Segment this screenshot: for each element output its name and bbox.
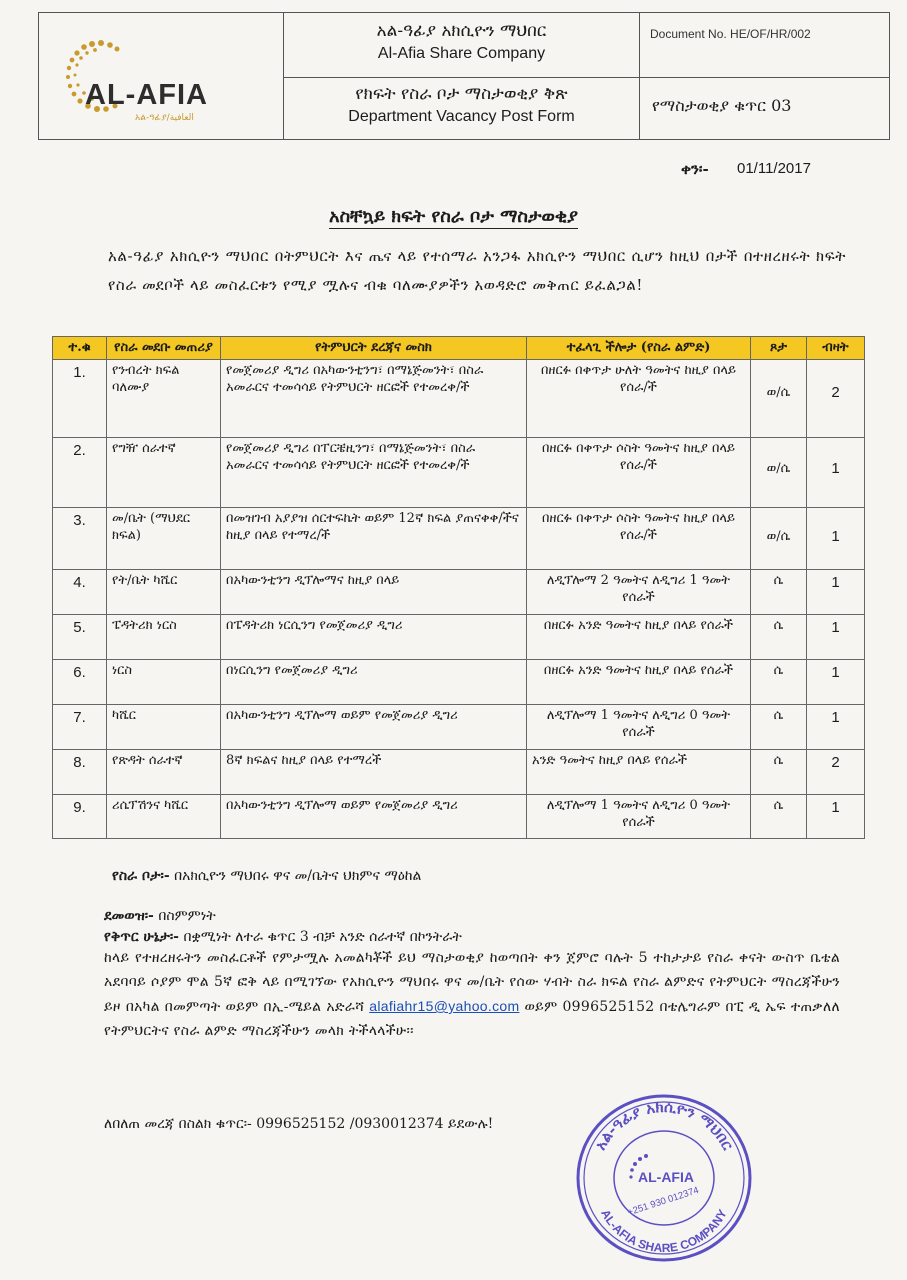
employment-line — [104, 927, 844, 947]
cell-education: በፔዳትሪክ ነርሲንግ የመጀመሪያ ዲግሪ — [221, 615, 527, 660]
stamp-logo-text: AL-AFIA — [638, 1169, 694, 1185]
vacancy-number-cell — [640, 78, 889, 139]
cell-position: መ/ቤት (ማህደር ክፍል) — [107, 508, 221, 570]
date-value: 01/11/2017 — [737, 160, 811, 177]
table-row — [53, 660, 865, 705]
cell-sex: ሴ — [751, 660, 807, 705]
cell-position: ፔዳትሪክ ነርስ — [107, 615, 221, 660]
cell-quantity: 1 — [807, 570, 865, 615]
salary-label: ደመወዝ፡- — [104, 908, 154, 924]
cell-no: 9. — [53, 795, 107, 839]
cell-no: 1. — [53, 360, 107, 438]
form-title-amharic: የክፍት የስራ ቦታ ማስታወቂያ ቅጽ — [355, 84, 568, 104]
cell-quantity: 1 — [807, 508, 865, 570]
cell-education: የመጀመሪያ ዲግሪ በፐርቼዚንግ፣ በማኔጅመንት፣ በስራ አመራርና ተመሳሳይ የትምህርት ዘርፎች የተመረቀ/ች — [221, 438, 527, 508]
table-row — [53, 615, 865, 660]
cell-position: የት/ቤት ካሼር — [107, 570, 221, 615]
doc-number-cell — [640, 13, 889, 78]
cell-education: በአካውንቲንግ ዲፕሎማና ከዚያ በላይ — [221, 570, 527, 615]
cell-education: በመዝገብ አያያዝ ሰርተፍኬት ወይም 12ኛ ክፍል ያጠናቀቀ/ችና ከዚያ በላይ የተማረ/ች — [221, 508, 527, 570]
stamp-top-text: አል-ዓፊያ አክሲዮን ማህበር — [591, 1097, 737, 1154]
company-name-cell — [284, 13, 640, 78]
cell-sex: ሴ — [751, 570, 807, 615]
cell-education: 8ኛ ክፍልና ከዚያ በላይ የተማረች — [221, 750, 527, 795]
email-link[interactable]: alafiahr15@yahoo.com — [369, 998, 520, 1014]
intro-paragraph: አል-ዓፊያ አክሲዮን ማህበር በትምህርት እና ጤና ላይ የተሰማራ አንጋፋ አክሲዮን ማህበር ሲሆን ከዚህ በታች በተዘረዘሩት ክፍት የስራ መደቦች ላይ መስፈርቱን የሚያ ሟሉና ብቁ ባለሙያዎችን አወዳድሮ መቅጠር ይፈልጋል! — [108, 247, 846, 294]
cell-experience: በዘርፉ አንድ ዓመትና ከዚያ በላይ የሰራች — [527, 660, 751, 705]
cell-sex: ሴ — [751, 750, 807, 795]
application-text: ከላይ የተዘረዘሩትን መስፈርቶች የምታሟሉ አመልካቾች ይህ ማስታወቂያ ከወጣበት ቀን ጀምሮ ባሉት 5 ተከታታይ የስራ ቀናት ውስጥ ቤቴል አደባባይ ሶያም ሞል 5ኛ ፎቅ ላይ በሚገኘው የአክሲዮን ማህበሩ ዋና መ/ቤት የሰው ሃብት ስራ ክፍል የስራ ልምድና የትምህርት ማስረጃችሁን ይዞ በአካል በመምጣት ወይም በኢ-ሜይል አድራሻ — [104, 950, 840, 1015]
cell-education: በአካውንቲንግ ዲፕሎማ ወይም የመጀመሪያ ዲግሪ — [221, 705, 527, 750]
cell-position: የጽዳት ሰራተኛ — [107, 750, 221, 795]
cell-experience: ለዲፕሎማ 2 ዓመትና ለዲግሪ 1 ዓመት የሰራች — [527, 570, 751, 615]
cell-quantity: 2 — [807, 360, 865, 438]
header-experience: ተፈላጊ ችሎታ (የስራ ልምድ) — [527, 337, 751, 360]
salary-value: በስምምነት — [158, 908, 216, 924]
table-row — [53, 570, 865, 615]
cell-no: 4. — [53, 570, 107, 615]
cell-quantity: 2 — [807, 750, 865, 795]
form-title-cell — [284, 78, 640, 139]
cell-experience: በዘርፉ በቀጥታ ሁለት ዓመትና ከዚያ በላይ የሰራ/ች — [527, 360, 751, 438]
table-header-row — [53, 337, 865, 360]
header-no: ተ.ቁ — [53, 337, 107, 360]
cell-experience: በዘርፉ በቀጥታ ሶስት ዓመትና ከዚያ በላይ የሰራ/ች — [527, 508, 751, 570]
header-position: የስራ መደቡ መጠሪያ — [107, 337, 221, 360]
cell-quantity: 1 — [807, 438, 865, 508]
employment-value: በቋሚነት ለተራ ቁጥር 3 ብቻ አንድ ሰራተኛ በኮንትራት — [183, 929, 462, 945]
company-logo — [39, 13, 284, 139]
cell-quantity: 1 — [807, 660, 865, 705]
cell-no: 5. — [53, 615, 107, 660]
svg-text:አል-ዓፊያ አክሲዮን ማህበር — [591, 1098, 737, 1154]
table-row — [53, 795, 865, 839]
cell-no: 3. — [53, 508, 107, 570]
table-row — [53, 360, 865, 438]
cell-experience: ለዲፕሎማ 1 ዓመትና ለዲግሪ 0 ዓመት የሰራች — [527, 795, 751, 839]
cell-quantity: 1 — [807, 705, 865, 750]
cell-sex: ወ/ሴ — [751, 360, 807, 438]
cell-quantity: 1 — [807, 615, 865, 660]
cell-no: 6. — [53, 660, 107, 705]
cell-position: ነርስ — [107, 660, 221, 705]
cell-no: 8. — [53, 750, 107, 795]
cell-education: የመጀመሪያ ዲግሪ በአካውንቲንግ፣ በማኔጅመንት፣ በስራ አመራርና ተመሳሳይ የትምህርት ዘርፎች የተመረቀ/ች — [221, 360, 527, 438]
header-education: የትምህርት ደረጃና መስክ — [221, 337, 527, 360]
cell-position: ካሼር — [107, 705, 221, 750]
date-label: ቀን፡- — [681, 160, 709, 178]
logo-text: AL-AFIA — [85, 79, 208, 111]
cell-sex: ወ/ሴ — [751, 438, 807, 508]
cell-experience: በዘርፉ አንድ ዓመትና ከዚያ በላይ የሰራች — [527, 615, 751, 660]
cell-experience: በዘርፉ በቀጥታ ሶስት ዓመትና ከዚያ በላይ የሰራ/ች — [527, 438, 751, 508]
vacancy-number: የማስታወቂያ ቁጥር 03 — [652, 96, 792, 115]
table-row — [53, 438, 865, 508]
cell-experience: ለዲፕሎማ 1 ዓመትና ለዲግሪ 0 ዓመት የሰራች — [527, 705, 751, 750]
cell-position: የግዥ ሰራተኛ — [107, 438, 221, 508]
application-text-2: ወይም 0996525152 በቴሌግራም በፒ ዲ ኤፍ ተጠቃለለ የትምህርትና የስራ ልምድ ማስረጃችሁን መላክ ትችላላችሁ፡፡ — [104, 999, 840, 1039]
cell-sex: ሴ — [751, 705, 807, 750]
employment-label: የቅጥር ሁኔታ፡- — [104, 929, 179, 945]
workplace-line — [112, 866, 812, 886]
cell-sex: ወ/ሴ — [751, 508, 807, 570]
logo-subtext: አል-ዓፊያ/العافية — [135, 113, 194, 123]
table-row — [53, 508, 865, 570]
document-header — [38, 12, 890, 140]
form-title-english: Department Vacancy Post Form — [348, 108, 575, 125]
company-name-english: Al-Afia Share Company — [377, 45, 546, 62]
header-quantity: ብዛት — [807, 337, 865, 360]
company-stamp — [574, 1092, 754, 1264]
stamp-seal-icon — [574, 1092, 754, 1264]
stamp-bottom-text: AL-AFIA SHARE COMPANY — [598, 1207, 730, 1256]
cell-position: የንብረት ክፍል ባለሙያ — [107, 360, 221, 438]
vacancy-table — [52, 336, 865, 839]
salary-line — [104, 906, 804, 926]
page-title-text: አስቸኳይ ክፍት የስራ ቦታ ማስታወቂያ — [329, 206, 578, 227]
cell-sex: ሴ — [751, 795, 807, 839]
header-sex: ጾታ — [751, 337, 807, 360]
workplace-label: የስራ ቦታ፡- — [112, 868, 170, 884]
cell-position: ሪሴፕሽንና ካሼር — [107, 795, 221, 839]
cell-no: 7. — [53, 705, 107, 750]
table-row — [53, 750, 865, 795]
cell-education: በአካውንቲንግ ዲፕሎማ ወይም የመጀመሪያ ዲግሪ — [221, 795, 527, 839]
cell-education: በነርሲንግ የመጀመሪያ ዲግሪ — [221, 660, 527, 705]
cell-quantity: 1 — [807, 795, 865, 839]
cell-sex: ሴ — [751, 615, 807, 660]
company-name-amharic: አል-ዓፊያ አክሲዮን ማህበር — [376, 21, 547, 41]
cell-experience: አንድ ዓመትና ከዚያ በላይ የሰራች — [527, 750, 751, 795]
document-number: Document No. HE/OF/HR/002 — [650, 27, 811, 41]
table-row — [53, 705, 865, 750]
stamp-phone: +251 930 012374 — [626, 1184, 701, 1219]
cell-no: 2. — [53, 438, 107, 508]
application-instructions — [104, 946, 840, 1043]
contact-line: ለበለጠ መረጃ በስልክ ቁጥር፡- 0996525152 /0930012374 ይደውሉ! — [104, 1116, 494, 1132]
page-title — [0, 206, 907, 227]
workplace-value: በአክሲዮን ማህበሩ ዋና መ/ቤትና ህክምና ማዕከል — [174, 868, 422, 884]
